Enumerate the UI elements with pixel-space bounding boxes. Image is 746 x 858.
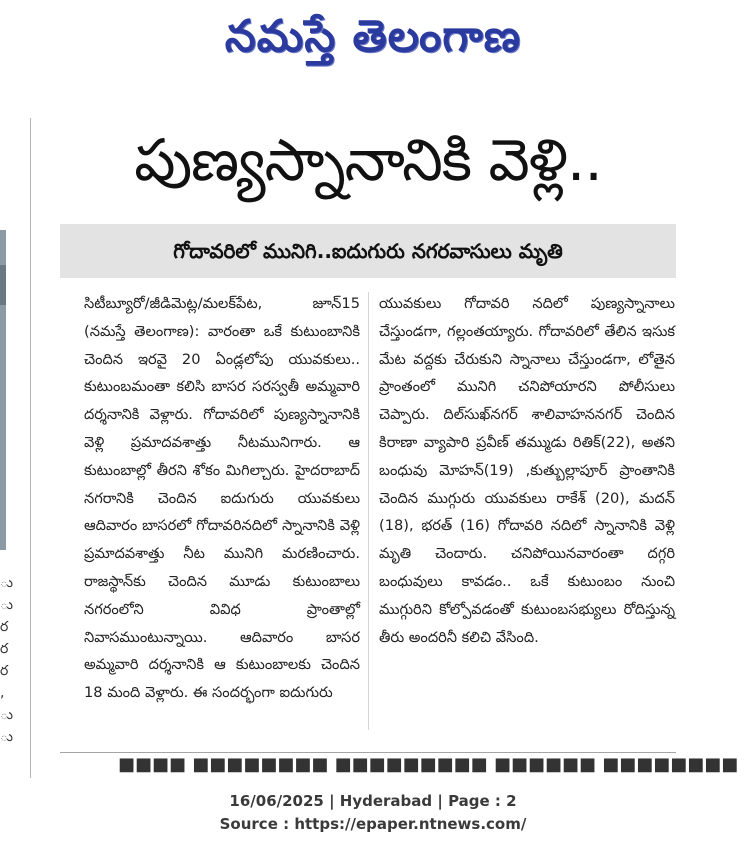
- column-divider-left: [30, 118, 31, 778]
- adjacent-article-fragment: ు ు ర ర ర , ు ు: [0, 575, 13, 745]
- article-column-2: [379, 290, 675, 651]
- article-column-1: [84, 290, 360, 707]
- article-bottom-rule: [60, 752, 676, 753]
- article-body-text: యువకులు గోదావరి నదిలో పుణ్యస్నానాలు చేస్తుండగా, గల్లంతయ్యారు. గోదావరిలో తేలిన ఇసుక మేట వద్దకు చేరుకుని స్నానాలు చేస్తుండగా, లోతైన ప్రాంతంలో మునిగి చనిపోయారని పోలీసులు చెప్పారు. దిల్‌సుఖ్‌నగర్ శాలివాహననగర్ చెందిన కిరాణా వ్యాపారి ప్రవీణ్ తమ్ముడు రితిక్(22), అతని బంధువు మోహన్(19) ,కుత్బుల్లాపూర్ ప్రాంతానికి చెందిన ముగ్గురు యువకులు రాకేశ్ (20), మదన్ (18), భరత్ (16) గోదావరి నదిలో స్నానానికి వెళ్లి మృతి చెందారు. చనిపోయినవారంతా దగ్గరి బంధువులు కావడం.. ఒకే కుటుంబం నుంచి ముగ్గురిని కోల్పోవడంతో కుటుంబసభ్యులు రోదిస్తున్న తీరు అందరినీ కలిచి వేసింది.: [379, 295, 675, 646]
- masthead-title: నమస్తే తెలంగాణ: [224, 11, 522, 62]
- article-subheadline: గోదావరిలో మునిగి..ఐదుగురు నగరవాసులు మృతి: [60, 224, 676, 278]
- date-location-page: 16/06/2025 | Hyderabad | Page : 2: [229, 792, 517, 810]
- source-link[interactable]: Source : https://epaper.ntnews.com/: [219, 815, 527, 833]
- column-divider: [368, 292, 369, 730]
- article-body-text: సిటీబ్యూరో/జీడిమెట్ల/మలక్‌పేట, జూన్15 (నమస్తే తెలంగాణ): వారంతా ఒకే కుటుంబానికి చెందిన ఇరవై 20 ఏండ్లలోపు యువకులు.. కుటుంబమంతా కలిసి బాసర సరస్వతీ అమ్మవారి దర్శనానికి వెళ్లారు. గోదావరిలో పుణ్యస్నానానికి వెళ్లి ప్రమాదవశాత్తు నీటమునిగారు. ఆ కుటుంబాల్లో తీరని శోకం మిగిల్చారు. హైదరాబాద్ నగరానికి చెందిన ఐదుగురు యువకులు ఆదివారం బాసరలో గోదావరినదిలో స్నానానికి వెళ్లి ప్రమాదవశాత్తు నీట మునిగి మరణించారు. రాజస్థాన్‌కు చెందిన మూడు కుటుంబాలు నగరంలోని వివిధ ప్రాంతాల్లో నివాసముంటున్నాయి. ఆదివారం బాసర అమ్మవారి దర్శనానికి ఆ కుటుంబాలకు చెందిన 18 మంది వెళ్లారు. ఈ సందర్భంగా ఐదుగురు: [84, 295, 360, 702]
- clipping-footer: [0, 790, 746, 836]
- article-headline: పుణ్యస్నానానికి వెళ్లి..: [134, 126, 602, 194]
- adjacent-photo-shade: [0, 265, 6, 305]
- newspaper-masthead: [0, 2, 746, 72]
- next-article-cut-headline: ■■■■ ■■■■■■■■ ■■■■■■■■■ ■■■■■■ ■■■■■■■■: [118, 754, 739, 775]
